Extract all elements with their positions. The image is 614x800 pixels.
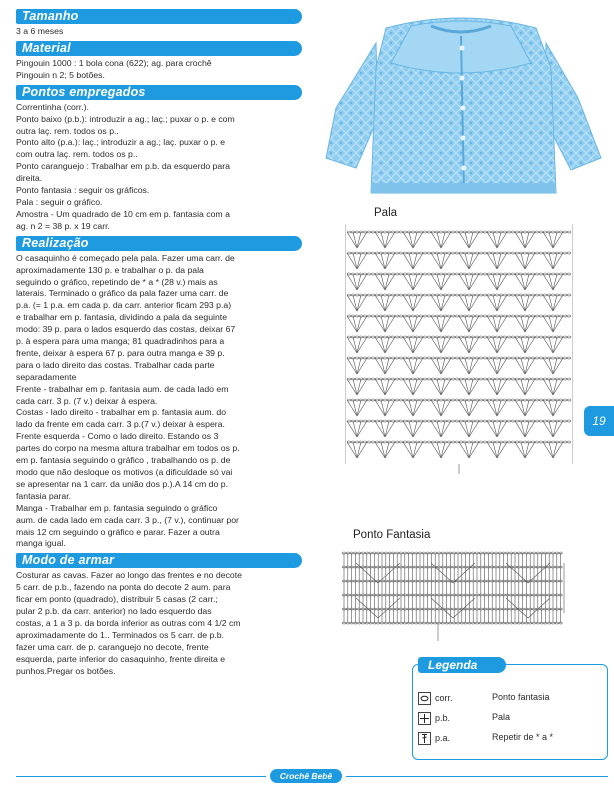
modo-line: costas, a 1 a 3 p. da borda inferior as outras com 4 1/2 cm: [16, 617, 241, 628]
sweater-photo: [316, 8, 606, 198]
legend-label-double: p.a.: [435, 733, 451, 743]
legend-ponto-fantasia: Ponto fantasia: [492, 692, 550, 702]
realizacao-line: cada carr. 3 p. (7 v.) deixar à espera.: [16, 395, 158, 406]
footer-badge: Crochê Bebê: [270, 769, 342, 783]
modo-line: 5 carr. de p.b., fazendo na ponta do decote 2 aum. para: [16, 582, 231, 593]
legend-row-double: [418, 730, 450, 746]
pala-chart: [345, 224, 573, 474]
pontos-line: Ponto baixo (p.b.): introduzir a ag.; laç.; puxar o p. e com: [16, 113, 235, 124]
legend-label-single: p.b.: [435, 713, 451, 723]
realizacao-line: em p. fantasia seguindo o gráfico , trabalhando os p. de: [16, 455, 231, 466]
modo-header: Modo de armar: [16, 553, 302, 568]
realizacao-line: se apresentar na 1 carr. da união dos p.).A 14 cm do p.: [16, 478, 229, 489]
realizacao-line: modo: 39 p. para o lados esquerdo das costas, deixar 67: [16, 324, 236, 335]
realizacao-line: fantasia parar.: [16, 490, 72, 501]
realizacao-body: [16, 253, 302, 551]
pontos-line: Ponto alto (p.a.): laç.; introduzir a ag.; laç. puxar o p. e: [16, 137, 226, 148]
modo-line: pular 2 p.b. da carr. anterior) no lado esquerdo das: [16, 606, 212, 617]
legend-label-chain: corr.: [435, 693, 453, 703]
legend-row-chain: [418, 690, 453, 706]
material-line: Pingouin 1000 : 1 bola cona (622); ag. para crochê: [16, 57, 212, 68]
realizacao-line: separadamente: [16, 371, 77, 382]
realizacao-line: p.a. (= 1 p.a. em cada p. da carr. anterior ficam 293 p.a): [16, 300, 232, 311]
realizacao-line: Manga - Trabalhar em p. fantasia seguindo o gráfico: [16, 502, 218, 513]
pontos-line: Amostra - Um quadrado de 10 cm em p. fantasia com a: [16, 208, 230, 219]
modo-line: esquerda, parte inferior do casaquinho, frente direita e: [16, 653, 226, 664]
modo-body: [16, 570, 302, 677]
modo-line: aproximadamente do 1.. Terminados os 5 carr. de p.b.: [16, 629, 224, 640]
pontos-header: Pontos empregados: [16, 85, 302, 100]
material-header: Material: [16, 41, 302, 56]
realizacao-line: partes do corpo na mesma altura trabalhar em todos os p.: [16, 443, 240, 454]
pontos-line: ag. n 2 = 38 p. x 19 carr.: [16, 220, 110, 231]
double-crochet-icon: [418, 732, 431, 745]
realizacao-line: Costas - lado direito - trabalhar em p. fantasia aum. do: [16, 407, 227, 418]
pontos-body: [16, 102, 302, 233]
realizacao-line: Frente esquerda - Como o lado direito. Estando os 3: [16, 431, 219, 442]
material-body: [16, 58, 302, 82]
pontos-line: Ponto caranguejo : Trabalhar em p.b. da esquerdo para: [16, 161, 230, 172]
legend-repetir: Repetir de * a *: [492, 732, 554, 742]
pontos-line: Correntinha (corr.).: [16, 101, 89, 112]
pontos-line: Pala : seguir o gráfico.: [16, 196, 103, 207]
realizacao-line: aum. de cada lado em cada carr. 3 p., (7 v.), continuar por: [16, 514, 239, 525]
legend-row-single: [418, 710, 450, 726]
modo-line: Costurar as cavas. Fazer ao longo das frentes e no decote: [16, 570, 243, 581]
realizacao-line: e trabalhar em p. fantasia, dividindo a pala da seguinte: [16, 312, 228, 323]
pontos-line: direita.: [16, 173, 43, 184]
realizacao-line: para o lado direito das costas. Trabalhar cada parte: [16, 359, 215, 370]
tamanho-header: Tamanho: [16, 9, 302, 24]
pala-chart-title: Pala: [374, 207, 398, 219]
legend-title: Legenda: [418, 657, 506, 673]
realizacao-line: manga igual.: [16, 538, 66, 549]
instructions-column: [16, 6, 302, 681]
pontos-line: Ponto fantasia : seguir os gráficos.: [16, 185, 150, 196]
realizacao-line: laterais. Terminado o gráfico da pala fazer uma carr. de: [16, 288, 229, 299]
tamanho-body: [16, 26, 302, 38]
realizacao-line: frente, deixar à espera 67 p. para outra manga e 39 p.: [16, 347, 225, 358]
realizacao-header: Realização: [16, 236, 302, 251]
footer-line-right: [346, 776, 608, 777]
legend-pala: Pala: [492, 712, 511, 722]
modo-line: fazer uma carr. de p. caranguejo no decote, frente: [16, 641, 209, 652]
realizacao-line: p. à espera para uma manga; 81 quadradinhos para a: [16, 336, 225, 347]
pontos-line: com outra laç. rem. todos os p..: [16, 149, 138, 160]
modo-line: ficar em ponto (quadrado), distribuir 5 casas (2 carr.;: [16, 594, 218, 605]
page-number-tab: 19: [584, 406, 614, 436]
single-crochet-icon: [418, 712, 431, 725]
tamanho-line: 3 a 6 meses: [16, 26, 64, 36]
pontos-line: outra laç. rem. todos os p..: [16, 125, 119, 136]
realizacao-line: O casaquinho é começado pela pala. Fazer uma carr. de: [16, 252, 235, 263]
realizacao-line: seguindo o gráfico, repetindo de * a * (28 v.) mais as: [16, 276, 218, 287]
ponto-fantasia-chart-title: Ponto Fantasia: [353, 529, 431, 541]
realizacao-line: mais 12 cm seguindo o gráfico e parar. Fazer a outra: [16, 526, 220, 537]
footer-line-left: [16, 776, 266, 777]
realizacao-line: modo que não desloque os motivos (a dificuldade só vai: [16, 467, 233, 477]
chain-stitch-icon: [418, 692, 431, 705]
realizacao-line: lado da frente em cada carr. 3 p.(7 v.) deixar à espera.: [16, 419, 225, 430]
material-line: Pingouin n 2; 5 botões.: [16, 69, 105, 80]
realizacao-line: aproximadamente 130 p. e trabalhar o p. da pala: [16, 264, 204, 275]
ponto-fantasia-chart: [338, 543, 568, 643]
realizacao-line: Frente - trabalhar em p. fantasia aum. de cada lado em: [16, 383, 229, 394]
modo-line: punhos.Pregar os botões.: [16, 665, 116, 676]
